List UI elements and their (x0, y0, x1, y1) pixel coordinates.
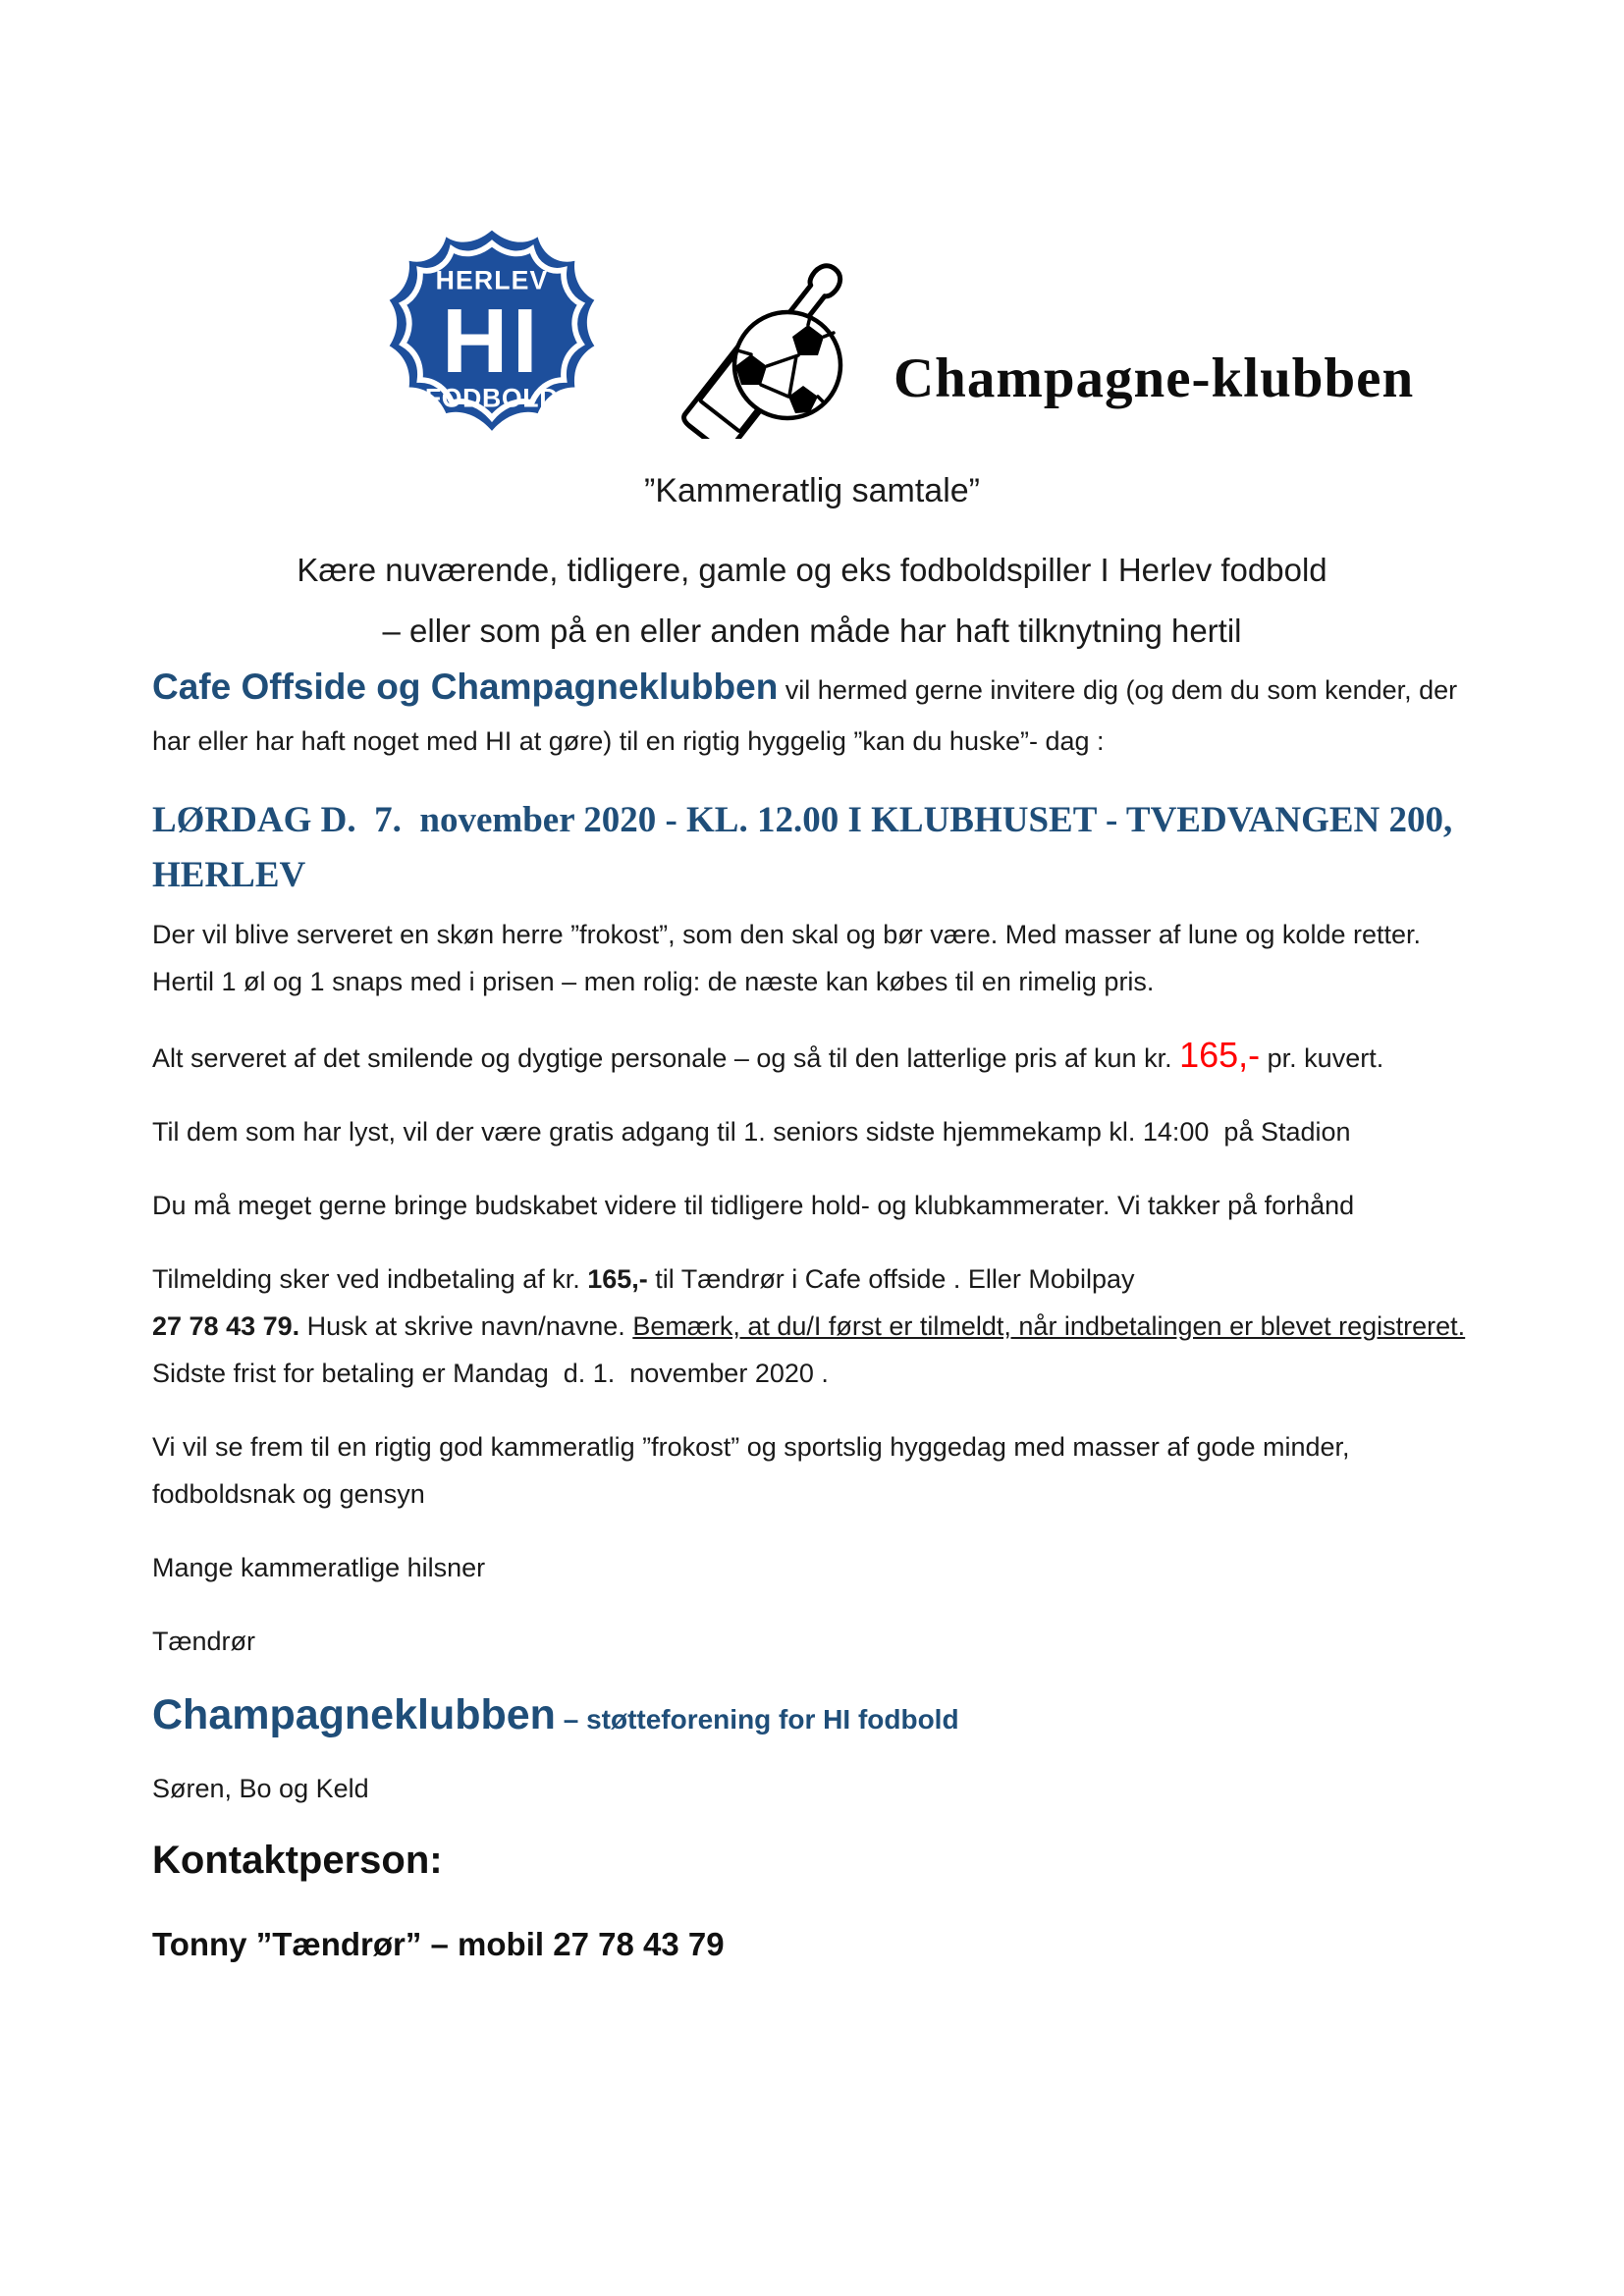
signup-phone: 27 78 43 79. (152, 1311, 300, 1341)
share-paragraph: Du må meget gerne bringe budskabet videre til tidligere hold- og klubkammerater. Vi takker på forhånd (152, 1191, 1355, 1220)
shield-text-top: HERLEV (435, 265, 549, 295)
shield-text-bottom: FODBOLD (424, 383, 560, 413)
contact-person: Tonny ”Tændrør” – mobil 27 78 43 79 (152, 1926, 725, 1962)
contact-heading: Kontaktperson: (152, 1839, 443, 1882)
greeting-paragraph: Mange kammeratlige hilsner (152, 1553, 486, 1582)
signup-run-7: Sidste frist for betaling er Mandag d. 1. november 2020 . (152, 1311, 1473, 1388)
price-amount: 165,- (1179, 1035, 1261, 1075)
signup-run-3: til Tændrør i Cafe offside . Eller Mobilpay (647, 1264, 1135, 1294)
signup-run-1: Tilmelding sker ved indbetaling af kr. (152, 1264, 588, 1294)
champagne-klubben-wordmark: Champagne-klubben (893, 347, 1415, 409)
signup-notice: Bemærk, at du/I først er tilmeldt, når indbetalingen er blevet registreret. (632, 1311, 1466, 1341)
signup-paragraph (152, 1255, 1472, 1397)
price-paragraph (152, 1032, 1472, 1082)
price-text-pre: Alt serveret af det smilende og dygtige personale – og så til den latterlige pris af kun kr. (152, 1043, 1180, 1073)
header-logos (383, 224, 1472, 442)
menu-paragraph: Der vil blive serveret en skøn herre ”frokost”, som den skal og bør være. Med masser af lune og kolde retter. Hertil 1 øl og 1 snaps med i prisen – men rolig: de næste kan købes til en rimelig pris. (152, 920, 1429, 996)
signup-run-5: Husk at skrive navn/navne. (299, 1311, 633, 1341)
intro-greeting (152, 540, 1472, 662)
club-tagline: – støtteforening for HI fodbold (555, 1704, 959, 1735)
shield-text-hi: HI (441, 289, 543, 392)
page-title: ”Kammeratlig samtale” (644, 472, 980, 509)
club-members: Søren, Bo og Keld (152, 1774, 369, 1803)
invitation-paragraph (152, 662, 1472, 767)
signup-amount: 165,- (587, 1264, 648, 1294)
club-name: Champagneklubben (152, 1691, 556, 1738)
intro-line-2: – eller som på en eller anden måde har haft tilknytning hertil (382, 613, 1242, 649)
price-text-post: pr. kuvert. (1260, 1043, 1384, 1073)
intro-line-1: Kære nuværende, tidligere, gamle og eks fodboldspiller I Herlev fodbold (297, 552, 1327, 588)
event-heading: LØRDAG D. 7. november 2020 - KL. 12.00 I KLUBHUSET - TVEDVANGEN 200, HERLEV (152, 800, 1462, 895)
invite-body-text: vil hermed gerne invitere dig (og dem du som kender, der har eller har haft noget med HI at gøre) til en rigtig hyggelig ”kan du huske”- dag : (152, 675, 1465, 756)
outro-paragraph: Vi vil se frem til en rigtig god kammeratlig ”frokost” og sportslig hyggedag med masser af gode minder, fodboldsnak og gensyn (152, 1432, 1358, 1509)
signature-paragraph: Tændrør (152, 1627, 256, 1656)
match-paragraph: Til dem som har lyst, vil der være gratis adgang til 1. seniors sidste hjemmekamp kl. 14:00 på Stadion (152, 1117, 1351, 1147)
champagne-bottle-football-icon (640, 228, 886, 439)
football (734, 312, 840, 418)
club-heading (152, 1691, 1472, 1739)
invite-lead-text: Cafe Offside og Champagneklubben (152, 667, 779, 707)
herlev-hi-fodbold-crest-icon (383, 224, 601, 442)
